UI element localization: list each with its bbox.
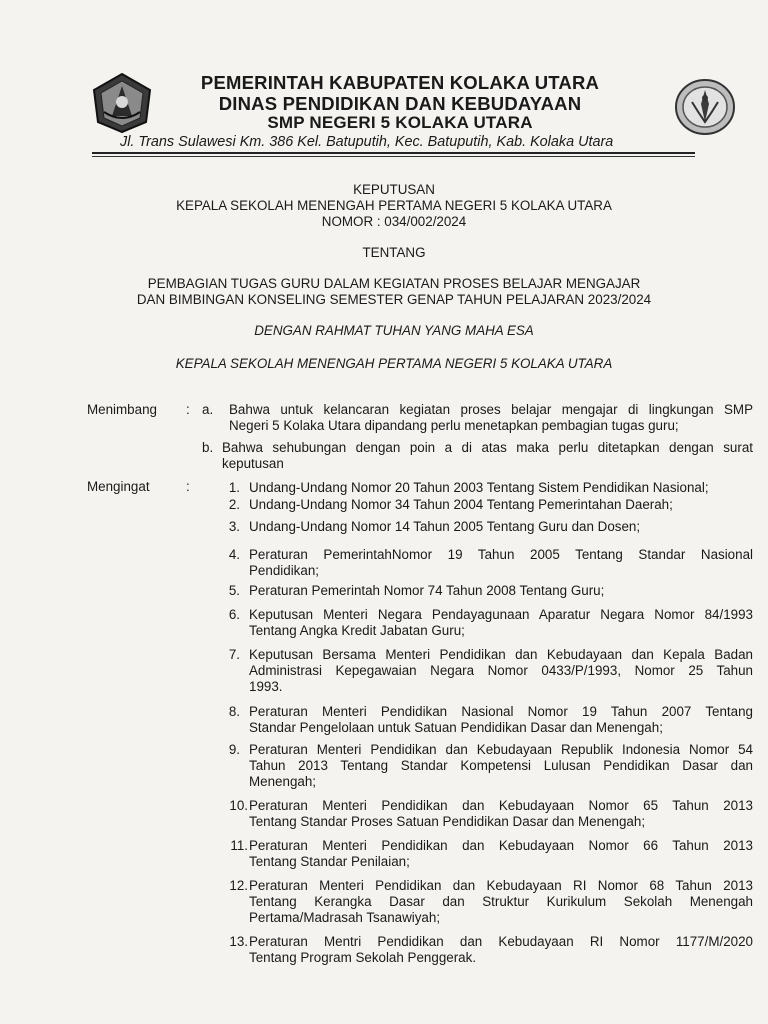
mengingat-item-line: Keputusan Menteri Negara Pendayagunaan Aparatur Negara Nomor 84/1993 <box>249 607 753 622</box>
mengingat-item-line: Tentang Program Sekolah Penggerak. <box>249 950 477 965</box>
mengingat-item-line: Undang-Undang Nomor 34 Tahun 2004 Tentang Pemerintahan Daerah; <box>249 497 673 512</box>
decree-subject-line1: PEMBAGIAN TUGAS GURU DALAM KEGIATAN PROSES BELAJAR MENGAJAR <box>147 276 641 291</box>
letterhead-line3: SMP NEGERI 5 KOLAKA UTARA <box>267 113 533 132</box>
school-emblem-icon <box>674 78 736 136</box>
menimbang-marker-a: a. <box>202 402 214 417</box>
mengingat-item-line: 1993. <box>249 679 283 694</box>
mengingat-item-number: 1. <box>228 480 240 495</box>
menimbang-label: Menimbang <box>87 402 157 417</box>
mengingat-item-line: Pertama/Madrasah Tsanawiyah; <box>249 910 441 925</box>
decree-issuer-italic: KEPALA SEKOLAH MENENGAH PERTAMA NEGERI 5 KOLAKA UTARA <box>175 356 613 371</box>
decree-title: KEPUTUSAN <box>353 182 435 197</box>
letterhead-rule-thick <box>92 152 695 154</box>
mengingat-item-line: Tahun 2013 Tentang Standar Kompetensi Lulusan Pendidikan Dasar dan <box>249 758 753 773</box>
mengingat-item-line: Tentang Standar Penilaian; <box>249 854 410 869</box>
decree-invocation: DENGAN RAHMAT TUHAN YANG MAHA ESA <box>254 323 534 338</box>
menimbang-item-a-line2: Negeri 5 Kolaka Utara dipandang perlu menetapkan pembagian tugas guru; <box>229 418 679 433</box>
decree-subject-line2: DAN BIMBINGAN KONSELING SEMESTER GENAP TAHUN PELAJARAN 2023/2024 <box>136 292 652 307</box>
mengingat-item-number: 12. <box>229 878 248 893</box>
mengingat-item-line: Peraturan Menteri Pendidikan dan Kebudayaan Republik Indonesia Nomor 54 <box>249 742 753 757</box>
mengingat-item-line: Peraturan Pemerintah Nomor 74 Tahun 2008 Tentang Guru; <box>249 583 605 598</box>
mengingat-item-number: 13. <box>229 934 248 949</box>
mengingat-item-number: 3. <box>228 519 240 534</box>
mengingat-item-number: 9. <box>228 742 240 757</box>
mengingat-item-line: Tentang Standar Proses Satuan Pendidikan Dasar dan Menengah; <box>249 814 646 829</box>
mengingat-item-number: 11. <box>230 838 248 853</box>
letterhead-line1: PEMERINTAH KABUPATEN KOLAKA UTARA <box>200 72 600 93</box>
mengingat-item-line: Administrasi Kepegawaian Negara Nomor 0433/P/1993, Nomor 25 Tahun <box>249 663 753 678</box>
mengingat-item-line: Peraturan Menteri Pendidikan dan Kebudayaan RI Nomor 68 Tahun 2013 <box>249 878 753 893</box>
mengingat-item-number: 6. <box>228 607 240 622</box>
mengingat-item-number: 2. <box>228 497 240 512</box>
mengingat-colon: : <box>186 479 190 494</box>
menimbang-marker-b: b. <box>202 440 214 455</box>
mengingat-item-number: 10. <box>229 798 248 813</box>
menimbang-item-b-line1: Bahwa sehubungan dengan poin a di atas maka perlu ditetapkan dengan surat <box>222 440 753 455</box>
menimbang-item-b-line2: keputusan <box>222 456 284 471</box>
menimbang-colon: : <box>186 402 190 417</box>
decree-about-label: TENTANG <box>362 245 426 260</box>
mengingat-item-line: Pendidikan; <box>249 563 319 578</box>
decree-issuer: KEPALA SEKOLAH MENENGAH PERTAMA NEGERI 5 KOLAKA UTARA <box>176 198 612 213</box>
regency-emblem-icon <box>90 72 154 134</box>
mengingat-item-line: Tentang Kerangka Dasar dan Struktur Kurikulum Sekolah Menengah <box>249 894 753 909</box>
letterhead-rule-thin <box>92 156 695 157</box>
letterhead-address: Jl. Trans Sulawesi Km. 386 Kel. Batuputih, Kec. Batuputih, Kab. Kolaka Utara <box>120 134 614 150</box>
mengingat-item-line: Tentang Angka Kredit Jabatan Guru; <box>249 623 465 638</box>
mengingat-item-line: Peraturan Mentri Pendidikan dan Kebudayaan RI Nomor 1177/M/2020 <box>249 934 753 949</box>
mengingat-label: Mengingat <box>87 479 150 494</box>
mengingat-item-line: Peraturan PemerintahNomor 19 Tahun 2005 Tentang Standar Nasional <box>249 547 753 562</box>
mengingat-item-line: Standar Pengelolaan untuk Satuan Pendidikan Dasar dan Menengah; <box>249 720 663 735</box>
mengingat-item-number: 8. <box>228 704 240 719</box>
mengingat-item-number: 4. <box>228 547 240 562</box>
mengingat-item-line: Undang-Undang Nomor 14 Tahun 2005 Tentang Guru dan Dosen; <box>249 519 641 534</box>
mengingat-item-number: 5. <box>228 583 240 598</box>
mengingat-item-number: 7. <box>228 647 240 662</box>
mengingat-item-line: Undang-Undang Nomor 20 Tahun 2003 Tentang Sistem Pendidikan Nasional; <box>249 480 709 495</box>
mengingat-item-line: Peraturan Menteri Pendidikan Nasional Nomor 19 Tahun 2007 Tentang <box>249 704 753 719</box>
decree-number: NOMOR : 034/002/2024 <box>321 214 467 229</box>
letterhead-line2: DINAS PENDIDIKAN DAN KEBUDAYAAN <box>218 93 582 114</box>
menimbang-item-a-line1: Bahwa untuk kelancaran kegiatan proses belajar mengajar di lingkungan SMP <box>229 402 753 417</box>
mengingat-item-line: Menengah; <box>249 774 317 789</box>
mengingat-item-line: Keputusan Bersama Menteri Pendidikan dan Kebudayaan dan Kepala Badan <box>249 647 753 662</box>
mengingat-item-line: Peraturan Menteri Pendidikan dan Kebudayaan Nomor 66 Tahun 2013 <box>249 838 753 853</box>
mengingat-item-line: Peraturan Menteri Pendidikan dan Kebudayaan Nomor 65 Tahun 2013 <box>249 798 753 813</box>
